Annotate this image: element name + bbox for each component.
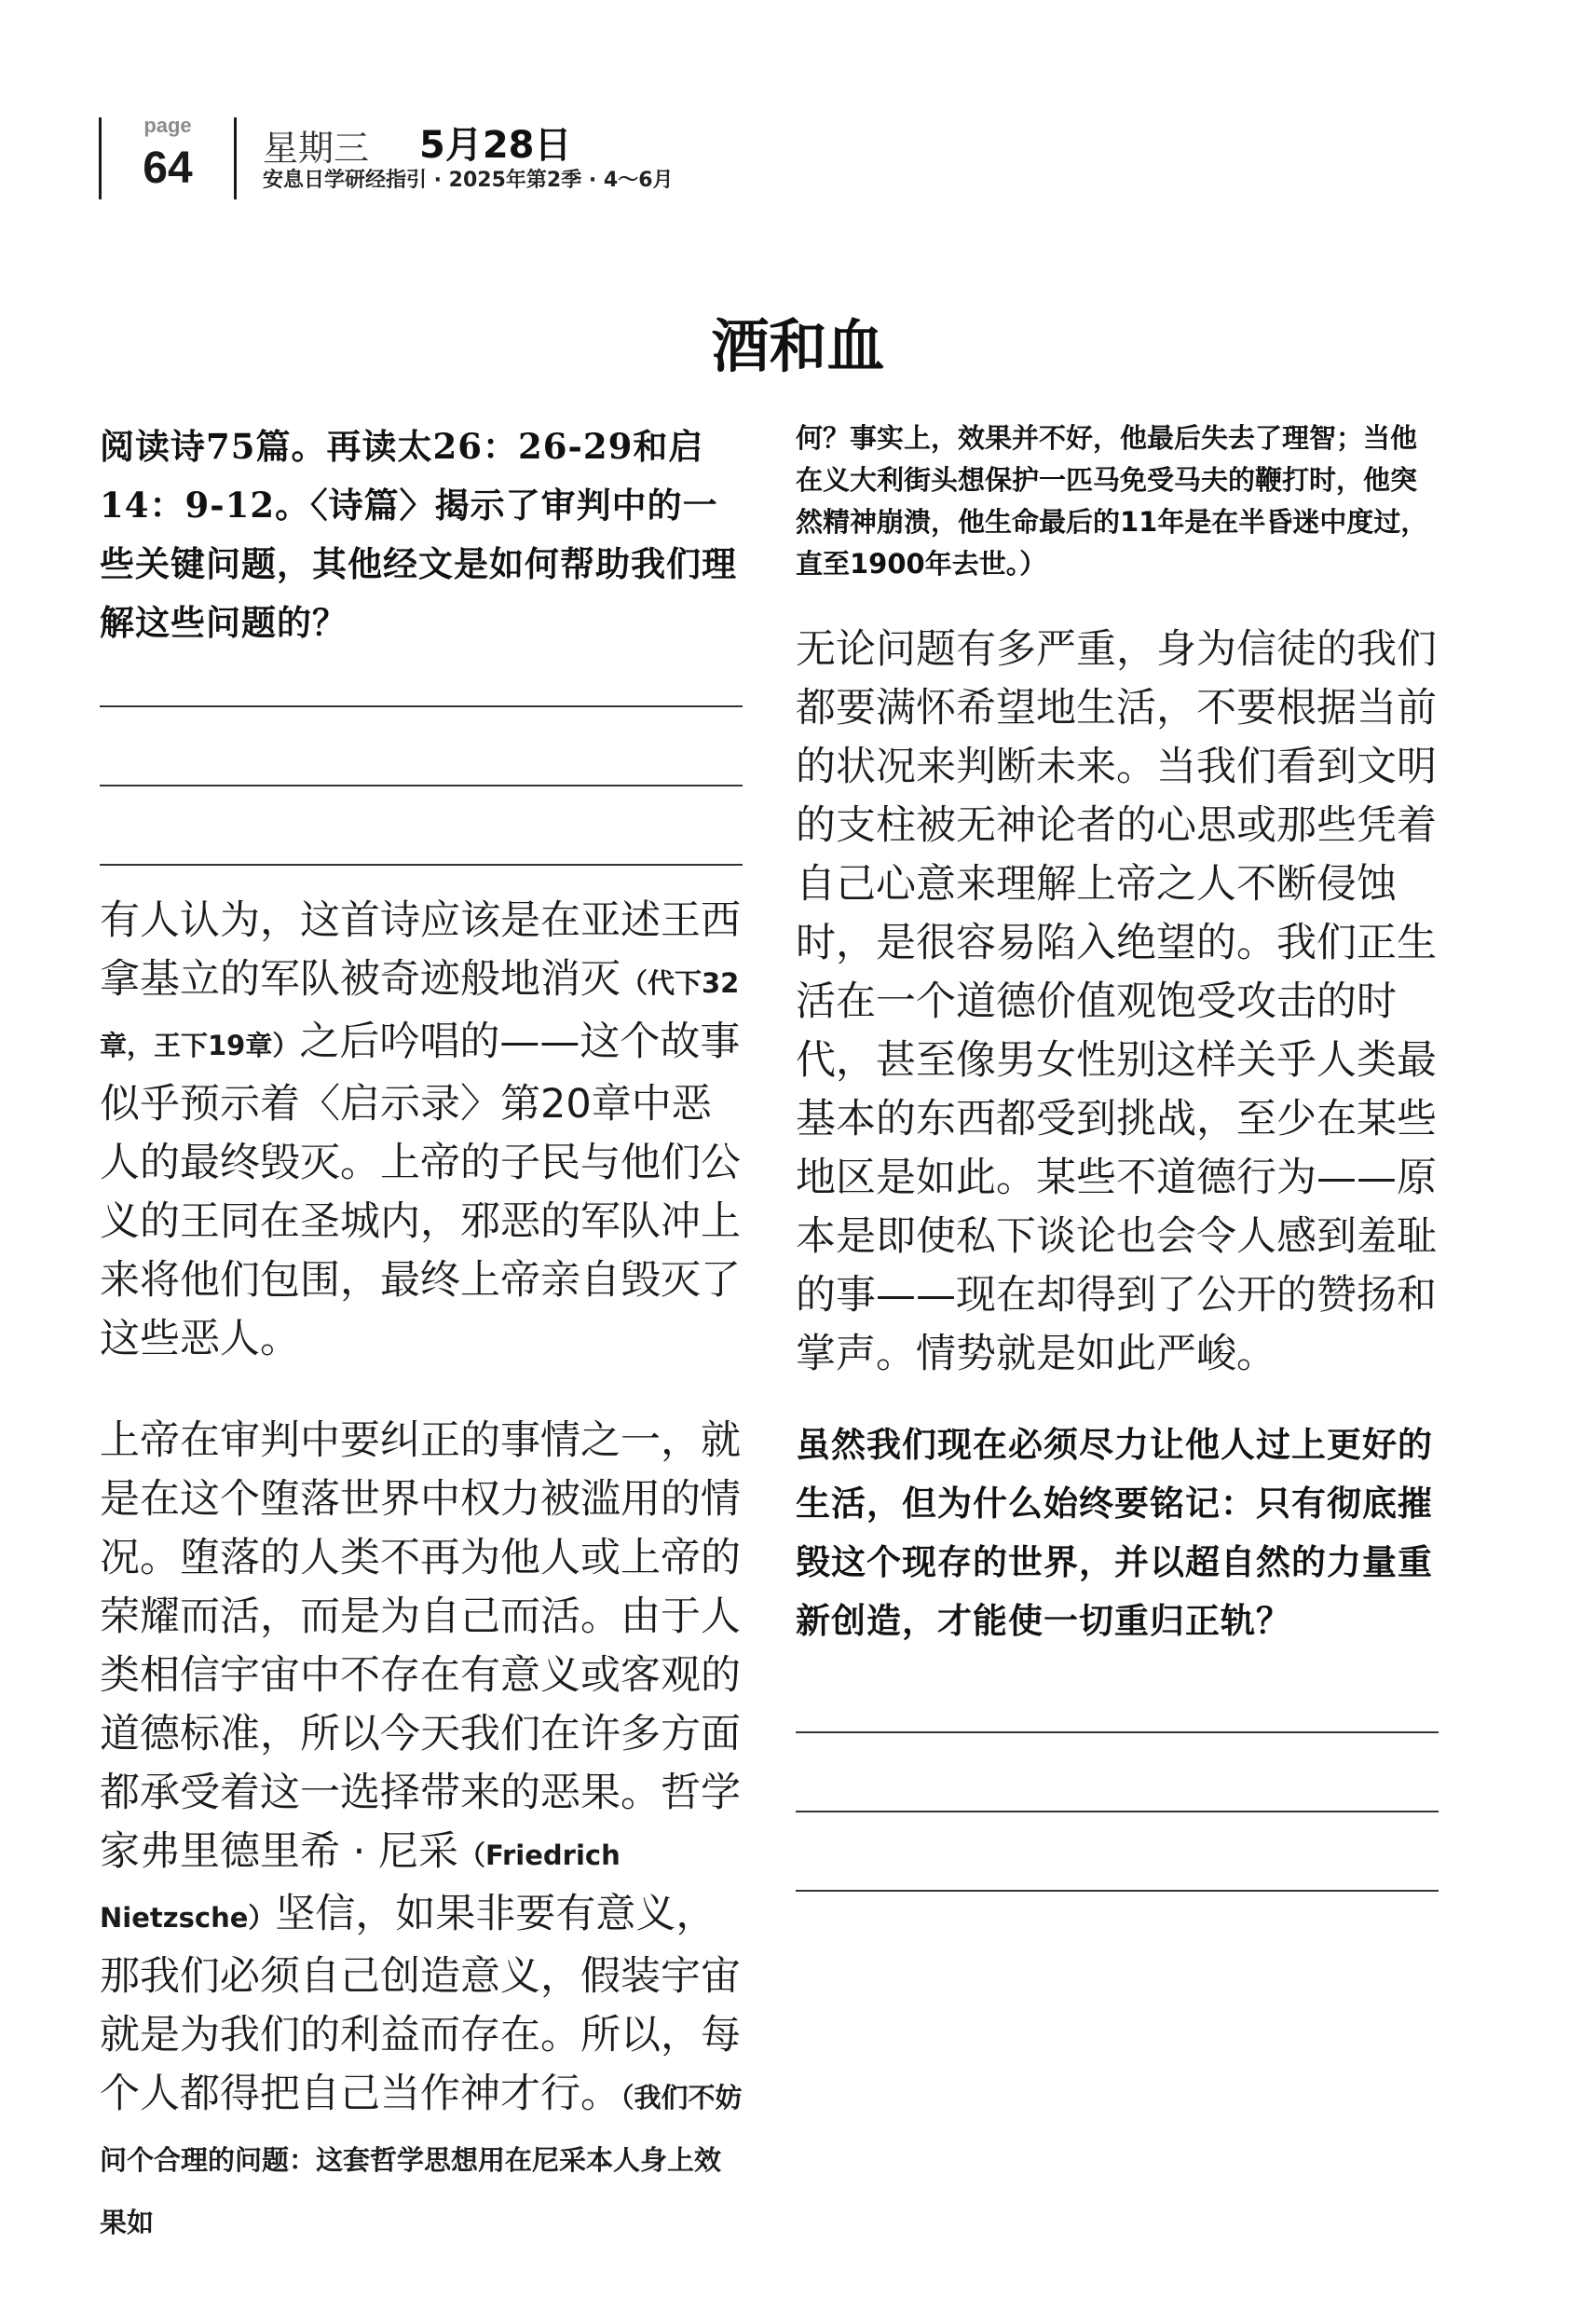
- page-header: [0, 0, 1596, 224]
- study-question: 阅读诗75篇。再读太26：26-29和启14：9-12。〈诗篇〉揭示了审判中的一些关键问题，其他经文是如何帮助我们理解这些问题的？: [100, 426, 737, 643]
- header-divider-right: [234, 117, 237, 199]
- weekday: 星期三: [263, 128, 370, 169]
- parenthetical-note-end: 何？事实上，效果并不好，他最后失去了理智；当他在义大利街头想保护一匹马免受马夫的鞭打时，他突然精神崩溃，他生命最后的11年是在半昏迷中度过，直至1900年去世。）: [796, 422, 1428, 580]
- paragraph-2: [100, 1412, 743, 2252]
- left-column: [100, 417, 743, 2252]
- nietzsche-name: （Friedrich Nietzsche）: [100, 1839, 621, 1934]
- answer-lines: [100, 704, 743, 866]
- paragraph-2-text-b: 坚信，如果非要有意义，那我们必须自己创造意义，假装宇宙就是为我们的利益而存在。所以，每个人都得把自己当作神才行。: [100, 1891, 741, 2117]
- answer-lines-2: [796, 1730, 1439, 1892]
- header-divider-left: [99, 117, 102, 199]
- lesson-title: 酒和血: [711, 312, 885, 380]
- date: 5月28日: [419, 124, 572, 167]
- page-number: 64: [143, 144, 193, 193]
- paragraph-1: [100, 892, 743, 1369]
- header-subtitle: 安息日学研经指引 · 2025年第2季 · 4～6月: [263, 169, 674, 192]
- parenthetical-note-start: （我们不妨问个合理的问题：这套哲学思想用在尼采本人身上效果如: [100, 2082, 743, 2238]
- paragraph-2-text-a: 上帝在审判中要纠正的事情之一，就是在这个堕落世界中权力被滥用的情况。堕落的人类不再为他人或上帝的荣耀而活，而是为自己而活。由于人类相信宇宙中不存在有意义或客观的道德标准，所以今天我们在许多方面都承受着这一选择带来的恶果。哲学家弗里德里希 · 尼采: [100, 1417, 741, 1875]
- answer-line[interactable]: [796, 1889, 1439, 1892]
- paragraph-3: 无论问题有多严重，身为信徒的我们都要满怀希望地生活，不要根据当前的状况来判断未来。当我们看到文明的支柱被无神论者的心思或那些凭着自己心意来理解上帝之人不断侵蚀时，是很容易陷入绝望的。我们正生活在一个道德价值观饱受攻击的时代，甚至像男女性别这样关乎人类最基本的东西都受到挑战，至少在某些地区是如此。某些不道德行为——原本是即使私下谈论也会令人感到羞耻的事——现在却得到了公开的赞扬和掌声。情势就是如此严峻。: [796, 626, 1437, 1377]
- page-label: page: [143, 114, 192, 137]
- right-column: [796, 417, 1439, 1892]
- study-question-2: 虽然我们现在必须尽力让他人过上更好的生活，但为什么始终要铭记：只有彻底摧毁这个现存的世界，并以超自然的力量重新创造，才能使一切重归正轨？: [796, 1424, 1433, 1641]
- paragraph-1-text-b: 之后吟唱的——这个故事似乎预示着〈启示录〉第20章中恶人的最终毁灭。上帝的子民与他们公义的王同在圣城内，邪恶的军队冲上来将他们包围，最终上帝亲自毁灭了这些恶人。: [100, 1019, 741, 1362]
- paragraph-1-text-a: 有人认为，这首诗应该是在亚述王西拿基立的军队被奇迹般地消灭: [100, 897, 741, 1003]
- scripture-reference: （代下32章，王下19章）: [100, 967, 740, 1061]
